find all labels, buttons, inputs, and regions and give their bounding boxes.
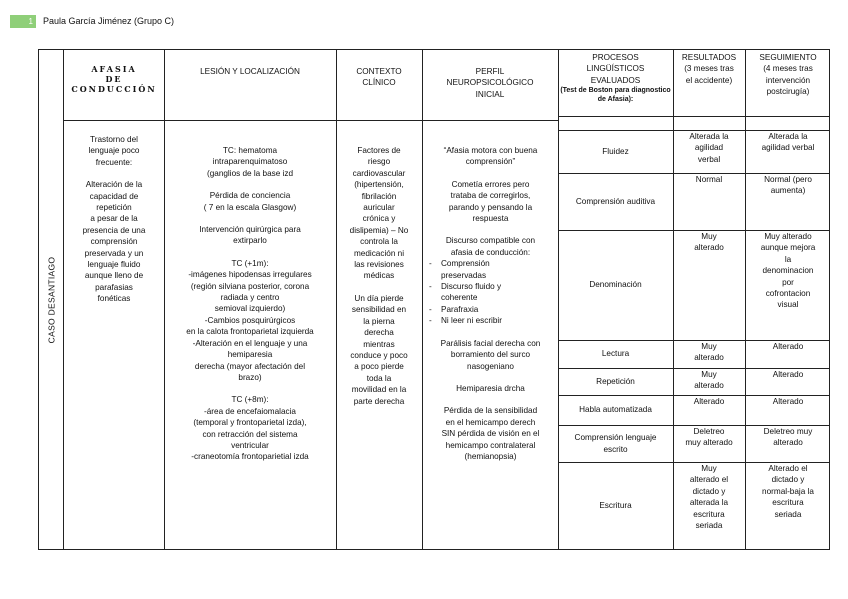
seguimiento-cell: Normal (pero aumenta) <box>764 175 812 196</box>
contexto-line: fibrilación <box>361 191 397 201</box>
header-afasia: AFASIA DE CONDUCCIÓN <box>71 64 157 94</box>
resultado-cell: Muy alterado <box>694 370 724 391</box>
perfil-bullet: - Comprensión preservadas <box>441 258 556 281</box>
lesion-line: -imágenes hipodensas irregulares <box>188 270 312 280</box>
seguimiento-cell: Alterado <box>772 342 804 351</box>
col-divider <box>422 50 423 549</box>
afasia-description <box>65 134 163 305</box>
lesion-line: extirparlo <box>233 236 267 246</box>
afasia-line: Trastorno del <box>90 135 138 144</box>
afasia-line: capacidad de <box>89 191 139 201</box>
contexto-line: medicación ni <box>353 248 405 258</box>
header-perfil: PERFIL NEUROPSICOLÓGICO INICIAL <box>446 67 534 99</box>
seguimiento-cell: Alterada la agilidad verbal <box>761 132 815 153</box>
lesion-description <box>165 145 335 463</box>
contexto-line: Factores de <box>357 146 401 155</box>
contexto-line: derecha <box>364 328 394 338</box>
lesion-line: Pérdida de conciencia <box>209 191 291 201</box>
resultado-cell: Muy alterado <box>694 232 724 253</box>
lesion-line: con retracción del sistema <box>202 429 298 439</box>
contexto-description <box>337 145 421 407</box>
contexto-line: la pierna <box>363 316 395 326</box>
case-label: CASO DESANTIAGO <box>46 256 56 343</box>
afasia-line: repetición <box>96 203 132 213</box>
contexto-line: toda la <box>366 373 392 383</box>
seguimiento-cell: Alterado <box>772 397 804 406</box>
header-seguimiento: SEGUIMIENTO (4 meses tras intervención postcirugía) <box>759 53 817 97</box>
contexto-line: controla la <box>360 237 398 247</box>
lesion-line: (región silviana posterior, corona <box>190 281 310 291</box>
page-number: 1 <box>10 15 36 28</box>
contexto-line: auricular <box>363 203 395 213</box>
perfil-bullet: - Parafraxia <box>441 304 556 315</box>
author-label: Paula García Jiménez (Grupo C) <box>43 16 175 26</box>
resultado-cell: Muy alterado <box>694 342 724 363</box>
seguimiento-cell: Deletreo muy alterado <box>763 427 813 448</box>
lesion-line: ventricular <box>231 440 269 450</box>
resultado-cell: Alterado <box>693 397 725 406</box>
afasia-line: parafasias <box>95 282 133 292</box>
contexto-line: dislipemia) – No <box>349 225 409 235</box>
proceso-cell: Escritura <box>599 500 632 510</box>
afasia-line: preservada y un <box>84 248 144 258</box>
lesion-line: semioval izquierdo) <box>214 304 286 314</box>
header-lesion: LESIÓN Y LOCALIZACIÓN <box>200 67 300 76</box>
perfil-description: “Afasia motora con buena comprensión” Cometía errores pero trataba de corregirlos, parando y pensando la respuesta Discurso compatible con afasia de conducción: - Comprensión preservadas - Discurso fluido y coherente - Parafraxia - Ni leer ni escribir Parálisis facial derecha con borramiento del surco nasogeniano Hemiparesia drcha Pérdida de la sensibilidad en el hemicampo derech SIN pérdida de visión en el hemicampo contralateral (hemianopsia) <box>425 145 556 462</box>
contexto-line: (hipertensión, <box>354 180 404 190</box>
afasia-line: frecuente: <box>95 157 133 167</box>
case-table <box>38 49 830 550</box>
lesion-line: (temporal y frontoparietal izda), <box>193 418 307 428</box>
contexto-line: Un día pierde <box>354 293 404 303</box>
lesion-line: brazo) <box>238 372 262 382</box>
perfil-bullet-list <box>425 258 556 326</box>
lesion-line: -craneotomía frontoparietial izda <box>191 452 309 462</box>
contexto-line: parte derecha <box>353 396 405 406</box>
afasia-line: a pesar de la <box>90 214 138 224</box>
resultado-cell: Normal <box>695 175 723 184</box>
lesion-line: Intervención quirúrgica para <box>199 225 301 235</box>
resultado-cell: Deletreo muy alterado <box>685 427 733 448</box>
header-resultados: RESULTADOS (3 meses tras el accidente) <box>681 53 737 85</box>
lesion-line: -Cambios posquirúrgicos <box>204 315 296 325</box>
col-divider <box>63 50 64 549</box>
resultado-cell: Alterada la agilidad verbal <box>689 132 729 164</box>
lesion-line: TC (+8m): <box>231 395 269 405</box>
lesion-line: ( 7 en la escala Glasgow) <box>203 202 297 212</box>
lesion-line: -área de encefaiomalacia <box>204 406 296 416</box>
proceso-cell: Fluidez <box>602 146 629 156</box>
header-divider <box>63 120 558 121</box>
contexto-line: conduce y poco <box>350 350 408 360</box>
lesion-line: TC: hematoma <box>222 146 278 155</box>
afasia-line: Alteración de la <box>85 180 143 190</box>
proceso-cell: Lectura <box>601 349 630 359</box>
lesion-line: (ganglios de la base izd <box>206 168 294 178</box>
proceso-cell: Comprensión lenguaje escrito <box>574 433 657 454</box>
contexto-line: cardiovascular <box>352 168 406 178</box>
col-divider <box>558 50 559 549</box>
afasia-line: lenguaje poco <box>88 146 140 156</box>
afasia-line: lenguaje fluido <box>87 260 141 270</box>
contexto-line: riesgo <box>367 157 391 167</box>
lesion-line: -Alteración en el lenguaje y una <box>192 338 308 348</box>
header-contexto: CONTEXTO CLÍNICO <box>356 67 402 88</box>
lesion-line: radiada y centro <box>220 293 280 303</box>
lesion-line: TC (+1m): <box>231 258 269 268</box>
lesion-line: intraparenquimatoso <box>212 157 288 167</box>
contexto-line: sensibilidad en <box>351 305 407 315</box>
afasia-line: fonéticas <box>97 294 131 304</box>
afasia-line: aunque lleno de <box>84 271 144 281</box>
header-procesos: PROCESOS LINGÜÍSTICOS EVALUADOS (Test de Boston para diagnostico de Afasia): <box>560 53 671 104</box>
seguimiento-cell: Alterado <box>772 370 804 379</box>
lesion-line: en la calota frontoparietal izquierda <box>186 327 314 337</box>
perfil-bullet: - Discurso fluido y coherente <box>441 281 556 304</box>
contexto-line: a poco pierde <box>354 362 404 372</box>
afasia-line: comprensión <box>90 237 138 247</box>
contexto-line: médicas <box>363 271 395 281</box>
seguimiento-cell: Alterado el dictado y normal-baja la escritura seriada <box>762 464 814 519</box>
lesion-line: derecha (mayor afectación del <box>194 361 306 371</box>
seguimiento-cell: Muy alterado aunque mejora la denominacion por cofrontacion visual <box>760 232 816 310</box>
lesion-line: hemiparesia <box>227 350 273 360</box>
contexto-line: las revisiones <box>354 260 404 270</box>
afasia-line: presencia de una <box>82 225 146 235</box>
header-divider <box>558 116 829 117</box>
resultado-cell: Muy alterado el dictado y alterada la escritura seriada <box>689 464 729 531</box>
page-header <box>10 14 174 28</box>
contexto-line: crónica y <box>362 214 396 224</box>
proceso-cell: Habla automatizada <box>579 405 652 415</box>
proceso-cell: Repetición <box>596 376 635 386</box>
proceso-cell: Denominación <box>589 280 642 290</box>
contexto-line: movilidad en la <box>351 385 407 395</box>
perfil-bullet: - Ni leer ni escribir <box>441 315 556 326</box>
contexto-line: mientras <box>363 339 395 349</box>
proceso-cell: Comprensión auditiva <box>575 196 656 206</box>
